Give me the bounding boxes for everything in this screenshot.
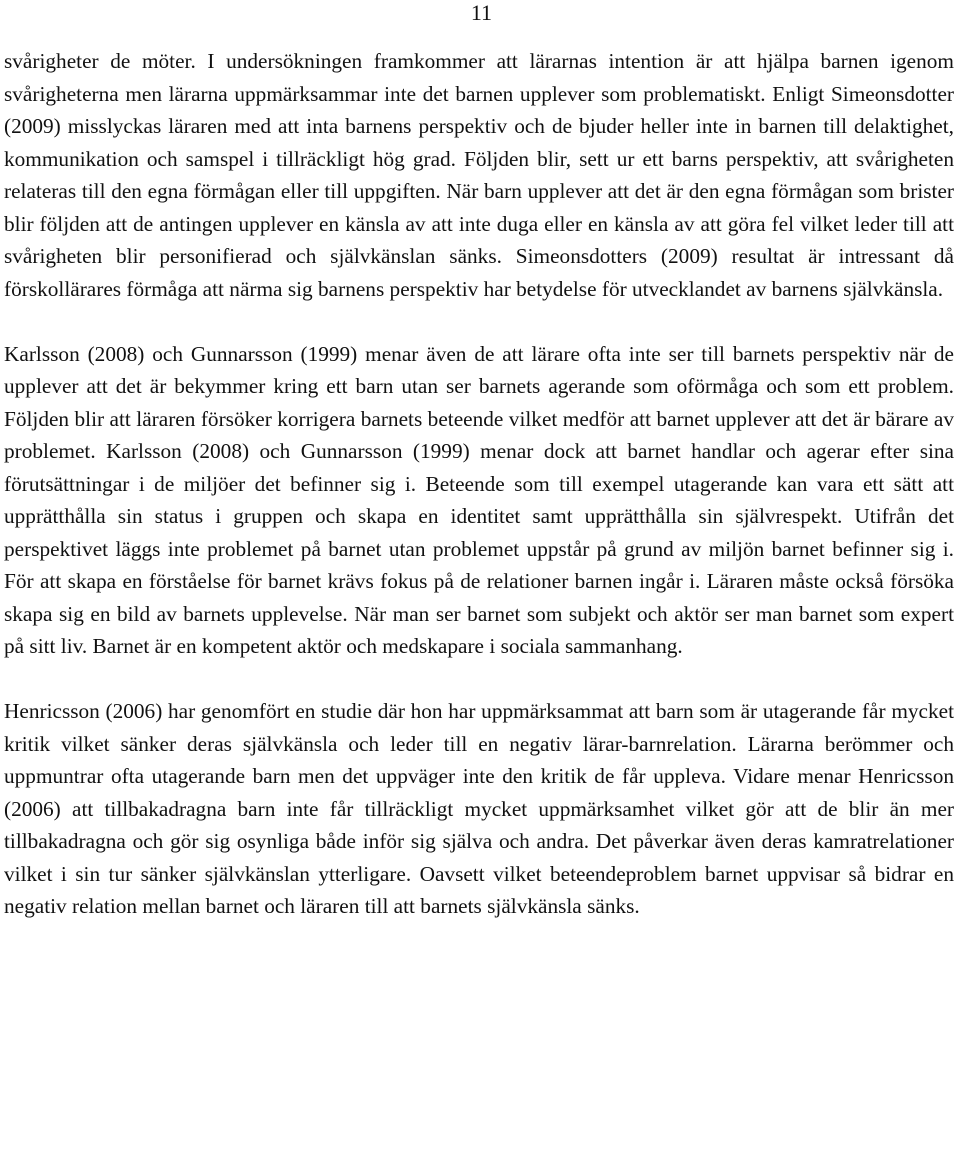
paragraph: Karlsson (2008) och Gunnarsson (1999) menar även de att lärare ofta inte ser till barnets perspektiv när de upplever att det är bekymmer kring ett barn utan ser barnets agerande som oförmåga och som ett problem. Följden blir att läraren försöker korrigera barnets beteende vilket medför att barnet upplever att det är bärare av problemet. Karlsson (2008) och Gunnarsson (1999) menar dock att barnet handlar och agerar efter sina förutsättningar i de miljöer det befinner sig i. Beteende som till exempel utagerande kan vara ett sätt att upprätthålla sin status i gruppen och skapa en identitet samt upprätthålla sin självrespekt. Utifrån det perspektivet läggs inte problemet på barnet utan problemet uppstår på grund av miljön barnet befinner sig i. För att skapa en förståelse för barnet krävs fokus på de relationer barnen ingår i. Läraren måste också försöka skapa sig en bild av barnets upplevelse. När man ser barnet som subjekt och aktör ser man barnet som expert på sitt liv. Barnet är en kompetent aktör och medskapare i sociala sammanhang. <box>4 341 954 658</box>
paragraph: svårigheter de möter. I undersökningen framkommer att lärarnas intention är att hjälpa barnen igenom svårigheterna men lärarna uppmärksammar inte det barnen upplever som problematiskt. Enligt Simeonsdotter (2009) misslyckas läraren med att inta barnens perspektiv och de bjuder heller inte in barnen till delaktighet, kommunikation och samspel i tillräckligt hög grad. Följden blir, sett ur ett barns perspektiv, att svårigheten relateras till den egna förmågan eller till uppgiften. När barn upplever att det är den egna förmågan som brister blir följden att de antingen upplever en känsla av att inte duga eller en känsla av att göra fel vilket leder till att svårigheten blir personifierad och självkänslan sänks. Simeonsdotters (2009) resultat är intressant då förskollärares förmåga att närma sig barnens perspektiv har betydelse för utvecklandet av barnens självkänsla. <box>4 49 954 301</box>
page-number: 11 <box>470 0 492 25</box>
body-text <box>4 45 954 923</box>
paragraph: Henricsson (2006) har genomfört en studie där hon har uppmärksammat att barn som är utagerande får mycket kritik vilket sänker deras självkänsla och leder till en negativ lärar-barnrelation. Lärarna berömmer och uppmuntrar ofta utagerande barn men det uppväger inte den kritik de får uppleva. Vidare menar Henricsson (2006) att tillbakadragna barn inte får tillräckligt mycket uppmärksamhet vilket gör att de blir än mer tillbakadragna och gör sig osynliga både inför sig själva och andra. Det påverkar även deras kamratrelationer vilket i sin tur sänker självkänslan ytterligare. Oavsett vilket beteendeproblem barnet uppvisar så bidrar en negativ relation mellan barnet och läraren till att barnets självkänsla sänks. <box>4 699 954 918</box>
